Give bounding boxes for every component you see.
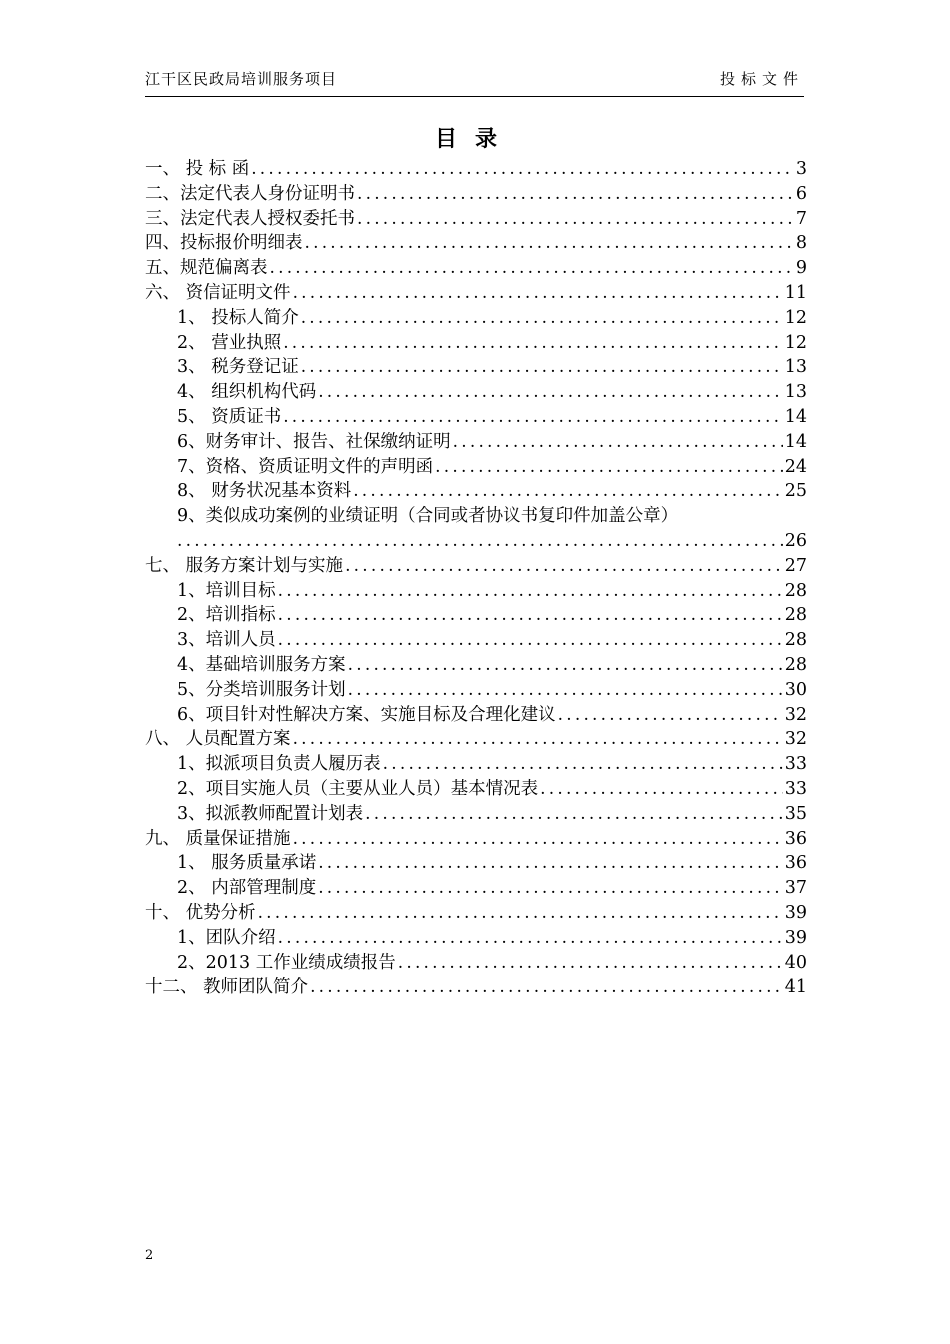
toc-entry[interactable] (145, 678, 807, 703)
toc-entry-page: 14 (784, 406, 807, 427)
toc-entry-page: 36 (784, 828, 807, 849)
toc-entry-page: 32 (784, 704, 807, 725)
toc-leader-dots (398, 951, 783, 976)
toc-entry-label: 一、 投 标 函 (145, 159, 250, 179)
toc-entry-label: 1、团队介绍 (177, 927, 276, 948)
toc-entry[interactable] (145, 653, 807, 678)
toc-entry-page: 25 (784, 481, 807, 502)
toc-leader-dots (177, 529, 783, 554)
toc-entry-label: 八、 人员配置方案 (145, 729, 291, 750)
toc-entry-label: 6、财务审计、报告、社保缴纳证明 (177, 431, 451, 452)
toc-leader-dots (251, 157, 794, 182)
toc-leader-dots (278, 579, 783, 604)
toc-entry[interactable] (145, 777, 807, 802)
toc-entry-page: 3 (795, 159, 807, 179)
toc-entry[interactable] (145, 901, 807, 926)
toc-entry-label: 6、项目针对性解决方案、实施目标及合理化建议 (177, 704, 556, 725)
toc-entry-page: 33 (784, 754, 807, 775)
toc-leader-dots (348, 653, 783, 678)
toc-entry-page: 8 (795, 233, 807, 254)
toc-leader-dots (435, 455, 783, 480)
toc-leader-dots (318, 851, 783, 876)
header-project-name: 江干区民政局培训服务项目 (145, 70, 338, 88)
toc-entry-label: 2、培训指标 (177, 605, 276, 626)
toc-leader-dots (318, 380, 783, 405)
toc-entry-page: 35 (784, 803, 807, 824)
toc-entry[interactable] (145, 926, 807, 951)
toc-entry-label: 3、培训人员 (177, 630, 276, 651)
toc-leader-dots (283, 331, 783, 356)
toc-entry[interactable] (145, 256, 807, 281)
toc-leader-dots (357, 182, 794, 207)
toc-entry[interactable] (145, 603, 807, 628)
toc-leader-dots (453, 430, 783, 455)
toc-entry[interactable] (145, 951, 807, 976)
toc-leader-dots (353, 479, 783, 504)
toc-entry-page: 13 (784, 357, 807, 378)
toc-leader-dots (558, 703, 783, 728)
toc-entry-label: 1、拟派项目负责人履历表 (177, 754, 381, 775)
toc-entry-page: 36 (784, 853, 807, 874)
toc-entry-page: 40 (784, 952, 807, 973)
toc-entry-label: 1、培训目标 (177, 580, 276, 601)
toc-entry[interactable] (145, 331, 807, 356)
toc-entry[interactable] (145, 504, 807, 529)
toc-leader-dots (383, 752, 783, 777)
toc-leader-dots (278, 603, 783, 628)
toc-leader-dots (293, 281, 783, 306)
toc-leader-dots (278, 926, 783, 951)
toc-entry[interactable] (145, 579, 807, 604)
toc-leader-dots (365, 802, 783, 827)
toc-entry[interactable] (145, 727, 807, 752)
toc-entry-page: 37 (784, 878, 807, 899)
toc-entry-page: 12 (784, 332, 807, 353)
toc-entry-label: 2、 营业执照 (177, 332, 282, 353)
toc-leader-dots (301, 306, 783, 331)
toc-entry-label: 4、基础培训服务方案 (177, 654, 346, 675)
toc-entry[interactable] (145, 479, 807, 504)
toc-entry[interactable] (145, 157, 807, 182)
toc-entry-label: 5、分类培训服务计划 (177, 679, 346, 700)
toc-entry-label: 十、 优势分析 (145, 902, 256, 923)
toc-leader-dots (293, 827, 783, 852)
toc-leader-dots (357, 207, 794, 232)
toc-entry[interactable] (145, 851, 807, 876)
toc-entry-page: 6 (795, 183, 807, 204)
toc-entry-page: 26 (784, 530, 807, 551)
toc-leader-dots (278, 628, 783, 653)
toc-entry-label: 2、 内部管理制度 (177, 878, 317, 899)
toc-entry[interactable] (145, 182, 807, 207)
toc-entry-label: 三、法定代表人授权委托书 (145, 208, 355, 229)
toc-entry[interactable] (145, 281, 807, 306)
toc-entry-label: 9、类似成功案例的业绩证明（合同或者协议书复印件加盖公章） (177, 506, 679, 527)
toc-leader-dots (305, 231, 794, 256)
toc-entry-page: 33 (784, 778, 807, 799)
toc-leader-dots (318, 876, 783, 901)
toc-leader-dots (310, 975, 783, 1000)
toc-entry[interactable] (145, 430, 807, 455)
toc-entry-page: 32 (784, 729, 807, 750)
toc-leader-dots (270, 256, 794, 281)
toc-entry[interactable] (145, 207, 807, 232)
toc-entry-page: 24 (784, 456, 807, 477)
toc-entry-page: 9 (795, 258, 807, 279)
toc-entry-page: 39 (784, 927, 807, 948)
toc-entry[interactable] (145, 876, 807, 901)
toc-leader-dots (345, 554, 783, 579)
toc-entry-page: 7 (795, 208, 807, 229)
toc-entry-page: 13 (784, 382, 807, 403)
toc-entry-page: 28 (784, 654, 807, 675)
toc-entry-label: 3、拟派教师配置计划表 (177, 803, 364, 824)
toc-entry[interactable] (145, 380, 807, 405)
toc-leader-dots (258, 901, 783, 926)
toc-entry-page: 11 (784, 282, 807, 303)
toc-entry[interactable] (145, 306, 807, 331)
header-document-type: 投标文件 (719, 70, 804, 88)
toc-entry-page: 14 (784, 431, 807, 452)
toc-entry[interactable] (145, 802, 807, 827)
toc-entry-continuation[interactable] (145, 529, 807, 554)
toc-entry[interactable] (145, 827, 807, 852)
toc-entry-label: 8、 财务状况基本资料 (177, 481, 352, 502)
toc-entry[interactable] (145, 975, 807, 1000)
toc-entry-page: 28 (784, 630, 807, 651)
toc-entry-label: 2、项目实施人员（主要从业人员）基本情况表 (177, 778, 539, 799)
toc-entry-page: 28 (784, 605, 807, 626)
toc-entry[interactable] (145, 231, 807, 256)
toc-entry-label: 九、 质量保证措施 (145, 828, 291, 849)
toc-leader-dots (293, 727, 783, 752)
toc-entry-label: 1、 投标人简介 (177, 307, 299, 328)
toc-entry-page: 30 (784, 679, 807, 700)
toc-entry-label: 四、投标报价明细表 (145, 233, 303, 254)
toc-entry-label: 3、 税务登记证 (177, 357, 299, 378)
toc-entry-label: 5、 资质证书 (177, 406, 282, 427)
toc-leader-dots (348, 678, 783, 703)
toc-entry-page: 12 (784, 307, 807, 328)
toc-entry[interactable] (145, 355, 807, 380)
toc-entry[interactable] (145, 405, 807, 430)
toc-entry-label: 7、资格、资质证明文件的声明函 (177, 456, 434, 477)
toc-entry-label: 六、 资信证明文件 (145, 282, 291, 303)
toc-entry-page: 28 (784, 580, 807, 601)
toc-entry[interactable] (145, 752, 807, 777)
toc-leader-dots (283, 405, 783, 430)
toc-entry[interactable] (145, 628, 807, 653)
toc-entry-label: 七、 服务方案计划与实施 (145, 555, 344, 576)
toc-entry-page: 39 (784, 902, 807, 923)
toc-entry[interactable] (145, 703, 807, 728)
toc-entry-page: 27 (784, 555, 807, 576)
toc-entry-label: 十二、 教师团队简介 (145, 977, 309, 998)
toc-title: 目录 (434, 126, 515, 152)
header-divider (145, 96, 804, 97)
toc-leader-dots (540, 777, 783, 802)
toc-leader-dots (301, 355, 783, 380)
toc-entry-label: 4、 组织机构代码 (177, 382, 317, 403)
table-of-contents (145, 157, 807, 1000)
toc-entry-label: 1、 服务质量承诺 (177, 853, 317, 874)
toc-entry-label: 五、规范偏离表 (145, 258, 268, 279)
toc-entry[interactable] (145, 554, 807, 579)
toc-entry-label: 二、法定代表人身份证明书 (145, 183, 355, 204)
toc-entry-page: 41 (784, 977, 807, 998)
toc-entry[interactable] (145, 455, 807, 480)
page-number: 2 (145, 1248, 154, 1263)
toc-entry-label: 2、2013 工作业绩成绩报告 (177, 952, 396, 973)
